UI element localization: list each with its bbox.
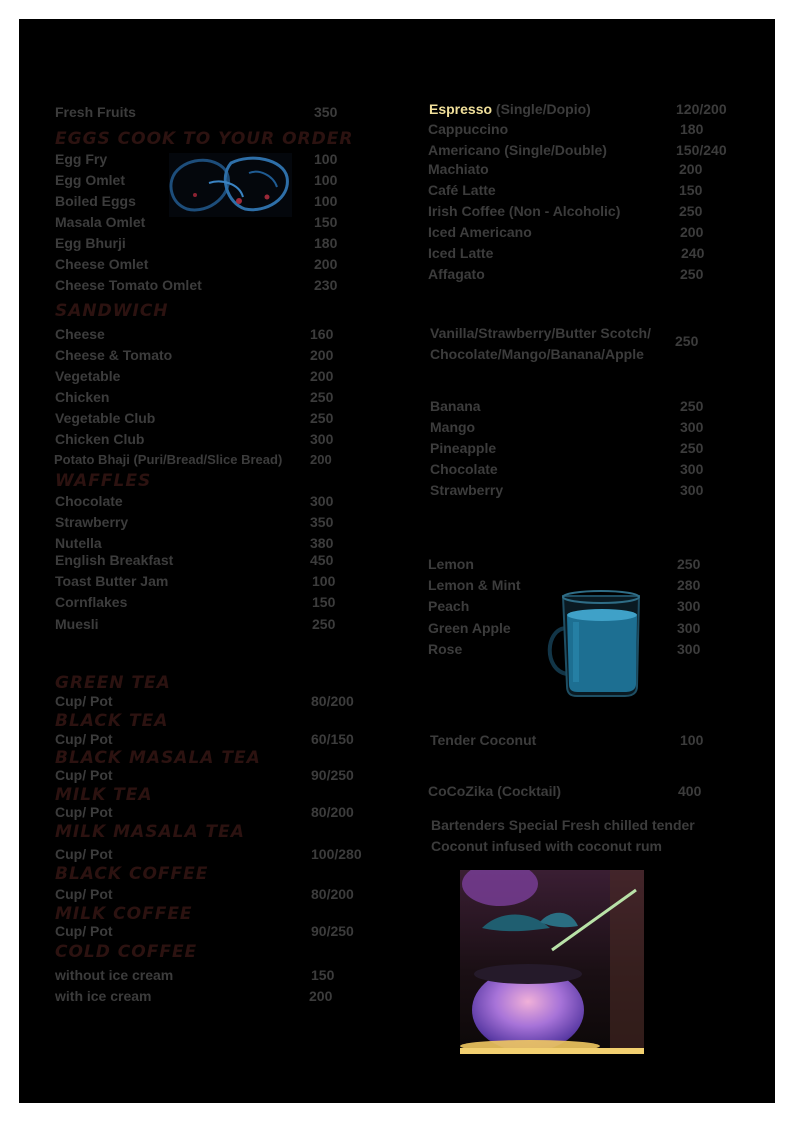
section-heading-milk-masala-tea: MILK MASALA TEA <box>55 822 245 842</box>
section-heading-waffles: WAFFLES <box>55 471 152 491</box>
section-heading-black-tea: BLACK TEA <box>55 711 169 731</box>
espresso-variant: (Single/Dopio) <box>492 101 591 117</box>
section-heading-black-masala-tea: BLACK MASALA TEA <box>55 748 261 768</box>
section-heading-sandwich: SANDWICH <box>55 301 169 321</box>
coconut-cocktail-photo <box>460 870 644 1054</box>
shakes-price: 250 <box>675 333 699 349</box>
section-heading-green-tea: GREEN TEA <box>55 673 171 693</box>
cocktail-description: Bartenders Special Fresh chilled tender Coconut infused with coconut rum <box>431 817 695 854</box>
eggs-photo <box>169 153 292 217</box>
section-heading-milk-tea: MILK TEA <box>55 785 153 805</box>
section-heading-milk-coffee: MILK COFFEE <box>55 904 193 924</box>
section-heading-eggs: EGGS COOK TO YOUR ORDER <box>55 129 354 149</box>
section-heading-cold-coffee: COLD COFFEE <box>55 942 198 962</box>
section-heading-black-coffee: BLACK COFFEE <box>55 864 209 884</box>
menu-page: Fresh Fruits 350 EGGS COOK TO YOUR ORDER Egg Fry 100 Egg Omlet 100 Boiled Eggs 100 Masala Omlet 150 Egg Bhurji 180 Cheese Omlet 200 Cheese Tomato Omlet 230 SANDWICH Cheese 160 Cheese & Tomato 200 Vegetable 200 Chicken 250 Vegetable Club 250 Chicken Club 300 Potato Bhaji (Puri/Bread/Slice Bread) 200 WAFFLES Chocolate 300 Strawberry 350 Nutella 380 English Breakfast 450 Toast Butter Jam 100 Cornflakes 150 Muesli 250 GREEN TEA Cup/ Pot 80/200 BLACK TEA Cup/ Pot 60/150 BLACK MASALA TEA Cup/ Pot 90/250 MILK TEA Cup/ Pot 80/200 MILK MASALA TEA Cup/ Pot 100/280 BLACK COFFEE Cup/ Pot 80/200 MILK COFFEE Cup/ Pot 90/250 COLD COFFEE without ice cream 150 with ice cream 200 Espresso (Single/Dopio) 120/200 Cappuccino 180 Americano (Single/Double) 150/240 Machiato 200 Café Latte 150 Irish Coffee (Non - Alcoholic) 250 Iced Americano 200 Iced Latte 240 Affagato 250 Vanilla/Strawberry/Butter Scotch/ Chocolate/Mango/Banana/Apple 250 Banana 250 Mango 300 Pineapple 250 Chocolate 300 Strawberry 300 Lemon 250 Lemon & Mint 280 Peach 300 Green Apple 300 Rose 300 Tender Coconut 100 CoCoZika (Cocktail) 400 Bartenders Special Fresh chilled tender Coconut infused with coconut rum <box>19 19 775 1103</box>
coconut-drink-illustration <box>460 870 644 1054</box>
espresso-name: Espresso <box>429 101 493 117</box>
blue-drink-glass-photo <box>541 582 646 697</box>
